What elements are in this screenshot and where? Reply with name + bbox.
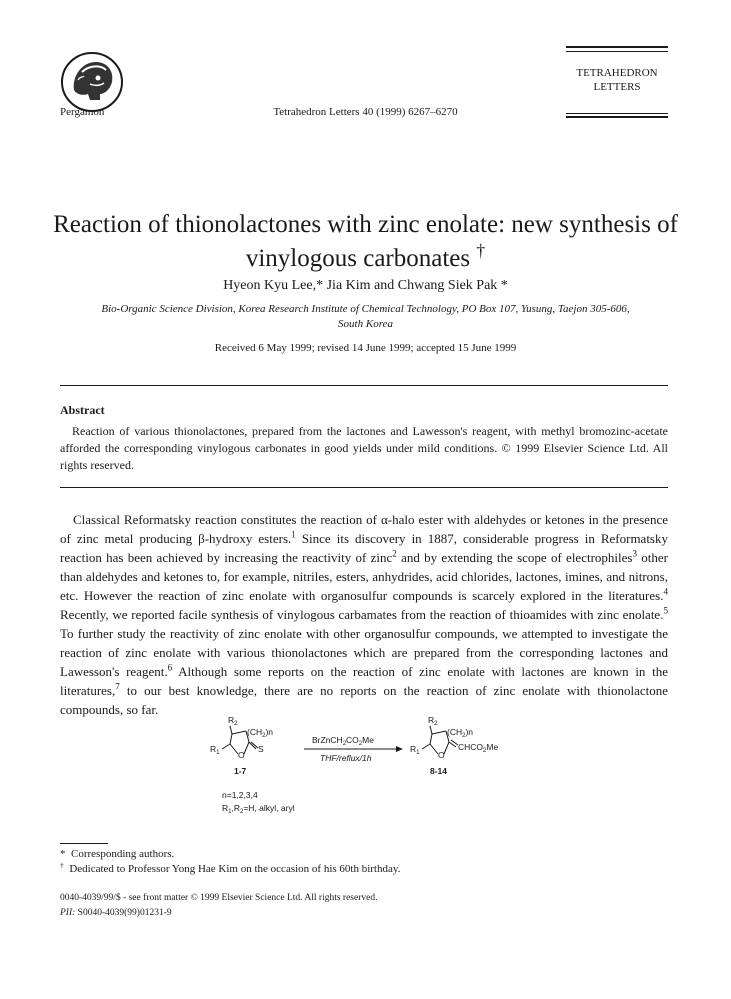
footnote-dagger: †: [60, 860, 64, 870]
n-values: n=1,2,3,4: [222, 790, 258, 800]
ref-7: 7: [115, 681, 120, 692]
pii-line: [60, 908, 172, 918]
body-paragraph: [60, 510, 668, 719]
product-group-sub: 2: [483, 748, 487, 754]
ch2n-left: (CH: [247, 727, 263, 737]
authors: Hyeon Kyu Lee,* Jia Kim and Chwang Siek Pak *: [223, 278, 508, 293]
publisher-name: Pergamon: [60, 106, 105, 118]
starting-compounds-number: 1-7: [234, 766, 247, 776]
svg-text:R2: [428, 715, 438, 727]
pii-label: PII:: [60, 908, 76, 918]
ch2n-left-end: )n: [265, 727, 274, 737]
r2-left: R: [228, 715, 235, 725]
r2-right: R: [428, 715, 435, 725]
ch2n-left-sub: 2: [262, 733, 266, 739]
svg-text:(CH2)n: [447, 727, 473, 739]
svg-text:CHCO2Me: [458, 742, 498, 754]
thione-sulfur: S: [258, 744, 264, 754]
r1-left: R: [210, 744, 217, 754]
body-text-f: To further study the reactivity of zinc enolate with other organosulfur compounds, we attempted to investigate the reaction of zinc enolate with various thionolactones which are prepared from the corresponding lactones and Lawesson's reagent.: [60, 626, 668, 679]
abstract-text: Reaction of various thionolactones, prepared from the lactones and Lawesson's reagent, with methyl bromozinc-acetate afforded the corresponding vinylogous carbonates in good yields under mild conditions. © 1999 Elsevier Science Ltd. All rights reserved.: [60, 424, 668, 472]
reagent-sub1: 2: [342, 741, 347, 747]
received-dates: Received 6 May 1999; revised 14 June 1999; accepted 15 June 1999: [214, 342, 517, 354]
r2-left-sub: 2: [234, 721, 238, 727]
reagent-end: CO: [346, 735, 359, 745]
r-values-sub2: 2: [239, 809, 244, 814]
ref-1: 1: [291, 529, 296, 540]
ref-6: 6: [167, 662, 173, 673]
reagent-sub2: 2: [358, 741, 363, 747]
ref-3: 3: [632, 548, 638, 559]
r2-right-sub: 2: [434, 721, 438, 727]
ch2n-right-sub: 2: [462, 733, 466, 739]
body-text-e: Recently, we reported facile synthesis of vinylogous carbamates from the reaction of thioamides with zinc enolate.: [60, 607, 664, 622]
journal-rule-bottom-thin: [566, 113, 668, 114]
journal-rule-top: [566, 46, 668, 48]
product-compounds-number: 8-14: [430, 766, 448, 776]
affiliation-line1: Bio-Organic Science Division, Korea Research Institute of Chemical Technology, PO Box 107, Yusung, Taejon 305-606,: [101, 303, 630, 315]
svg-text:R1,R2=H, alkyl, aryl: [222, 803, 295, 814]
r1-left-sub: 1: [216, 750, 220, 756]
reaction-scheme: [200, 714, 600, 814]
footnote-rule: [60, 843, 108, 844]
body-text-b: Since its discovery in 1887, considerable progress in Reformatsky reaction has been achieved by increasing the reactivity of zinc: [60, 531, 668, 565]
reaction-arrowhead: [396, 746, 403, 752]
pii-value: S0040-4039(99)01231-9: [75, 908, 172, 918]
footnote-corresponding: [60, 848, 174, 860]
product-group: CHCO: [458, 742, 484, 752]
ref-5: 5: [663, 605, 668, 616]
svg-text:R2: [228, 715, 238, 727]
article-title-line2: vinylogous carbonates: [245, 245, 471, 272]
r1-right-sub: 1: [416, 750, 420, 756]
abstract-heading: Abstract: [60, 403, 105, 417]
journal-name-line1: TETRAHEDRON: [576, 67, 658, 79]
footnote-star: *: [60, 848, 66, 860]
journal-rule-top-thin: [566, 51, 668, 52]
affiliation: [40, 302, 691, 332]
journal-reference: Tetrahedron Letters 40 (1999) 6267–6270: [273, 106, 458, 118]
footnote-dedication-text: Dedicated to Professor Yong Hae Kim on the occasion of his 60th birthday.: [69, 863, 401, 875]
r-values-b: ,R: [231, 803, 240, 813]
product-group-end: Me: [486, 742, 499, 752]
footnote-dedication: [60, 860, 401, 875]
body-text-a: Classical Reformatsky reaction constitutes the reaction of α-halo ester with aldehydes or ketones in the presence of zinc metal producing β-hydroxy esters.: [60, 512, 668, 546]
reagent: BrZnCH: [312, 735, 343, 745]
ring-oxygen-right: O: [438, 750, 445, 760]
body-text-h: to our best knowledge, there are no reports on the reaction of zinc enolate with thionolactone compounds, so far.: [60, 683, 668, 717]
svg-text:R1: [210, 744, 220, 756]
ref-2: 2: [392, 548, 397, 559]
ref-4: 4: [663, 586, 668, 597]
reagent-methyl: Me: [362, 735, 374, 745]
body-text-g: Although some reports on the reaction of zinc enolate with lactones are known in the literatures,: [60, 664, 668, 698]
reaction-conditions: THF/reflux/1h: [320, 753, 372, 763]
svg-text:(CH2)n: [247, 727, 273, 739]
article-title-line1: Reaction of thionolactones with zinc enolate: new synthesis of: [53, 211, 678, 238]
r-values-sub1: 1: [228, 809, 232, 814]
copyright-line: 0040-4039/99/$ - see front matter © 1999 Elsevier Science Ltd. All rights reserved.: [60, 893, 378, 903]
svg-text:BrZnCH2CO2Me: [312, 735, 374, 747]
journal-name-line2: LETTERS: [593, 81, 641, 93]
ch2n-right: (CH: [447, 727, 463, 737]
r-values-a: R: [222, 803, 229, 813]
abstract-rule-bottom: [60, 487, 668, 488]
title-dagger: †: [476, 240, 486, 261]
affiliation-line2: South Korea: [338, 318, 393, 330]
ring-oxygen-left: O: [238, 750, 245, 760]
journal-rule-bottom: [566, 116, 668, 118]
body-text-c: and by extending the scope of electrophiles: [396, 550, 633, 565]
pergamon-logo: [60, 50, 124, 114]
article-title: [40, 208, 691, 276]
r-values-c: =H, alkyl, aryl: [243, 803, 295, 813]
svg-text:R1: [410, 744, 420, 756]
abstract-rule-top: [60, 385, 668, 386]
ch2n-right-end: )n: [465, 727, 474, 737]
body-text-d: other than aldehydes and ketones to, for example, nitriles, esters, anhydrides, acid chlorides, lactones, imines, and nitrons, etc. However the reaction of zinc enolate with organosulfur compounds is scarcely explored in the literatures.: [60, 550, 668, 603]
r1-right: R: [410, 744, 417, 754]
footnote-corresponding-text: Corresponding authors.: [71, 848, 175, 860]
journal-name: [566, 66, 668, 94]
